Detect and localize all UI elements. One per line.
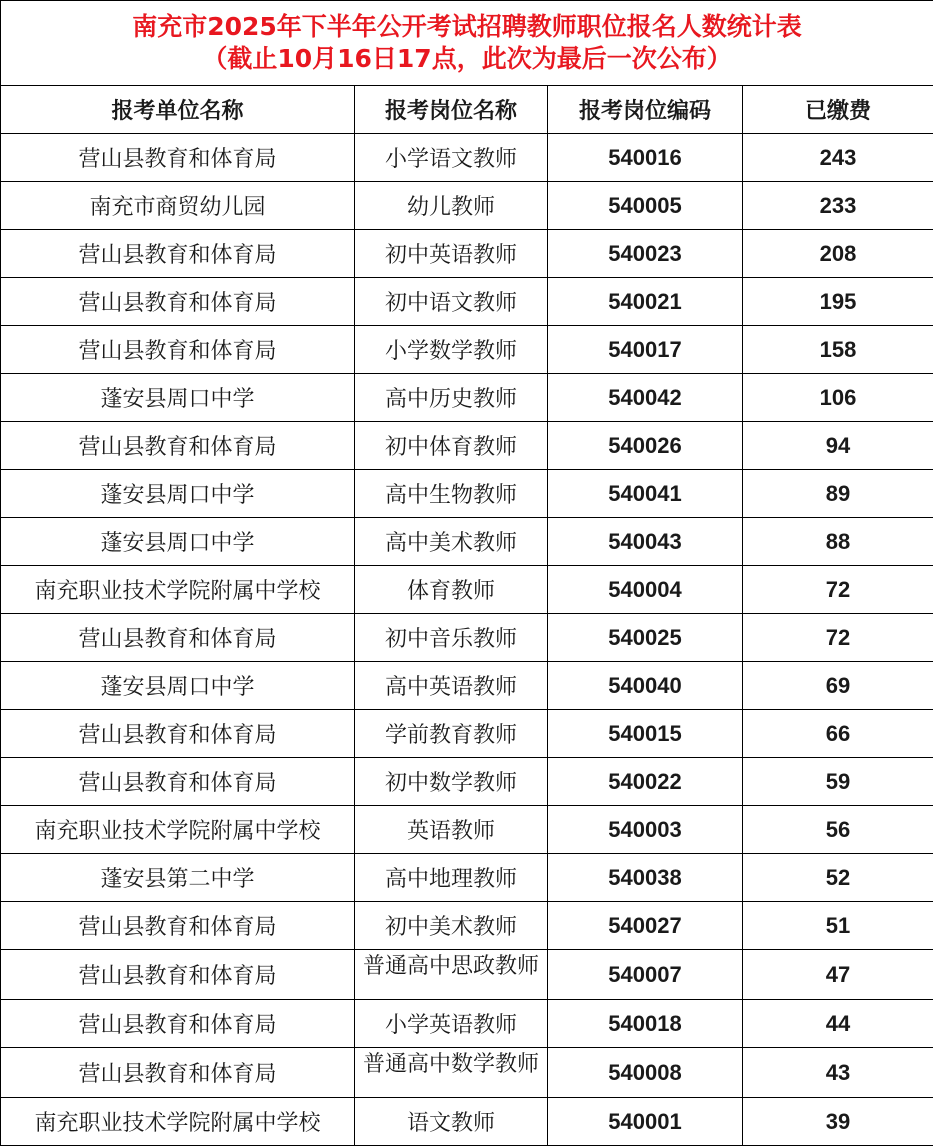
position-name-cell: 小学数学教师	[355, 326, 548, 374]
table-row	[1, 230, 933, 278]
title-line-2: （截止10月16日17点，此次为最后一次公布）	[1, 43, 933, 75]
table-row	[1, 950, 933, 1000]
position-name-cell: 初中语文教师	[355, 278, 548, 326]
position-code-cell: 540042	[548, 374, 743, 422]
unit-name-cell: 营山县教育和体育局	[1, 902, 355, 950]
paid-count-cell: 195	[743, 278, 933, 326]
unit-name-cell: 营山县教育和体育局	[1, 278, 355, 326]
position-name-text: 普通高中数学教师	[355, 1050, 547, 1095]
position-name-cell: 初中美术教师	[355, 902, 548, 950]
position-code-cell: 540003	[548, 806, 743, 854]
position-code-cell: 540001	[548, 1098, 743, 1146]
title-line-1: 南充市2025年下半年公开考试招聘教师职位报名人数统计表	[1, 11, 933, 43]
unit-name-cell: 营山县教育和体育局	[1, 614, 355, 662]
paid-count-cell: 72	[743, 614, 933, 662]
table-row	[1, 134, 933, 182]
position-code-cell: 540027	[548, 902, 743, 950]
position-code-cell: 540008	[548, 1048, 743, 1098]
position-name-text: 普通高中思政教师	[355, 952, 547, 997]
header-paid-count: 已缴费	[743, 86, 933, 134]
unit-name-cell: 营山县教育和体育局	[1, 758, 355, 806]
unit-name-cell: 营山县教育和体育局	[1, 950, 355, 1000]
position-name-cell: 初中数学教师	[355, 758, 548, 806]
unit-name-cell: 营山县教育和体育局	[1, 1000, 355, 1048]
paid-count-cell: 208	[743, 230, 933, 278]
header-position-name: 报考岗位名称	[355, 86, 548, 134]
unit-name-cell: 蓬安县周口中学	[1, 470, 355, 518]
position-name-cell: 英语教师	[355, 806, 548, 854]
position-name-cell: 语文教师	[355, 1098, 548, 1146]
position-name-cell: 高中历史教师	[355, 374, 548, 422]
position-name-cell: 高中地理教师	[355, 854, 548, 902]
position-code-cell: 540021	[548, 278, 743, 326]
paid-count-cell: 44	[743, 1000, 933, 1048]
table-row	[1, 278, 933, 326]
paid-count-cell: 66	[743, 710, 933, 758]
position-code-cell: 540026	[548, 422, 743, 470]
position-code-cell: 540038	[548, 854, 743, 902]
position-name-cell: 初中英语教师	[355, 230, 548, 278]
position-name-cell: 小学语文教师	[355, 134, 548, 182]
paid-count-cell: 47	[743, 950, 933, 1000]
header-row	[1, 86, 933, 134]
position-code-cell: 540004	[548, 566, 743, 614]
paid-count-cell: 158	[743, 326, 933, 374]
position-name-cell: 小学英语教师	[355, 1000, 548, 1048]
unit-name-cell: 营山县教育和体育局	[1, 326, 355, 374]
position-name-cell: 初中体育教师	[355, 422, 548, 470]
unit-name-cell: 蓬安县周口中学	[1, 662, 355, 710]
position-name-cell	[355, 1048, 548, 1098]
position-name-cell: 幼儿教师	[355, 182, 548, 230]
unit-name-cell: 南充职业技术学院附属中学校	[1, 566, 355, 614]
paid-count-cell: 69	[743, 662, 933, 710]
position-code-cell: 540025	[548, 614, 743, 662]
paid-count-cell: 59	[743, 758, 933, 806]
unit-name-cell: 营山县教育和体育局	[1, 134, 355, 182]
position-code-cell: 540023	[548, 230, 743, 278]
paid-count-cell: 106	[743, 374, 933, 422]
position-code-cell: 540007	[548, 950, 743, 1000]
position-name-cell: 初中音乐教师	[355, 614, 548, 662]
paid-count-cell: 94	[743, 422, 933, 470]
table-row	[1, 518, 933, 566]
position-name-cell: 高中美术教师	[355, 518, 548, 566]
unit-name-cell: 蓬安县周口中学	[1, 518, 355, 566]
paid-count-cell: 233	[743, 182, 933, 230]
unit-name-cell: 南充职业技术学院附属中学校	[1, 1098, 355, 1146]
table-row	[1, 326, 933, 374]
table-row	[1, 806, 933, 854]
position-code-cell: 540022	[548, 758, 743, 806]
table-row	[1, 902, 933, 950]
table-row	[1, 854, 933, 902]
table-row	[1, 374, 933, 422]
position-name-cell: 学前教育教师	[355, 710, 548, 758]
unit-name-cell: 南充市商贸幼儿园	[1, 182, 355, 230]
position-code-cell: 540015	[548, 710, 743, 758]
paid-count-cell: 243	[743, 134, 933, 182]
position-name-cell: 高中英语教师	[355, 662, 548, 710]
table-title	[1, 1, 933, 86]
table-row	[1, 1098, 933, 1146]
position-code-cell: 540040	[548, 662, 743, 710]
position-name-cell	[355, 950, 548, 1000]
title-row	[1, 1, 933, 86]
table-row	[1, 470, 933, 518]
table-row	[1, 422, 933, 470]
table-row	[1, 566, 933, 614]
paid-count-cell: 56	[743, 806, 933, 854]
position-code-cell: 540018	[548, 1000, 743, 1048]
unit-name-cell: 南充职业技术学院附属中学校	[1, 806, 355, 854]
paid-count-cell: 51	[743, 902, 933, 950]
position-code-cell: 540016	[548, 134, 743, 182]
table-row	[1, 1048, 933, 1098]
paid-count-cell: 72	[743, 566, 933, 614]
position-code-cell: 540005	[548, 182, 743, 230]
position-name-cell: 高中生物教师	[355, 470, 548, 518]
paid-count-cell: 43	[743, 1048, 933, 1098]
paid-count-cell: 39	[743, 1098, 933, 1146]
table-row	[1, 614, 933, 662]
paid-count-cell: 89	[743, 470, 933, 518]
position-code-cell: 540041	[548, 470, 743, 518]
table-row	[1, 1000, 933, 1048]
table-row	[1, 758, 933, 806]
header-position-code: 报考岗位编码	[548, 86, 743, 134]
table-row	[1, 662, 933, 710]
table-row	[1, 182, 933, 230]
paid-count-cell: 52	[743, 854, 933, 902]
position-code-cell: 540017	[548, 326, 743, 374]
unit-name-cell: 营山县教育和体育局	[1, 230, 355, 278]
paid-count-cell: 88	[743, 518, 933, 566]
unit-name-cell: 营山县教育和体育局	[1, 1048, 355, 1098]
unit-name-cell: 蓬安县周口中学	[1, 374, 355, 422]
unit-name-cell: 营山县教育和体育局	[1, 710, 355, 758]
unit-name-cell: 蓬安县第二中学	[1, 854, 355, 902]
unit-name-cell: 营山县教育和体育局	[1, 422, 355, 470]
position-name-cell: 体育教师	[355, 566, 548, 614]
header-unit-name: 报考单位名称	[1, 86, 355, 134]
position-code-cell: 540043	[548, 518, 743, 566]
table-row	[1, 710, 933, 758]
